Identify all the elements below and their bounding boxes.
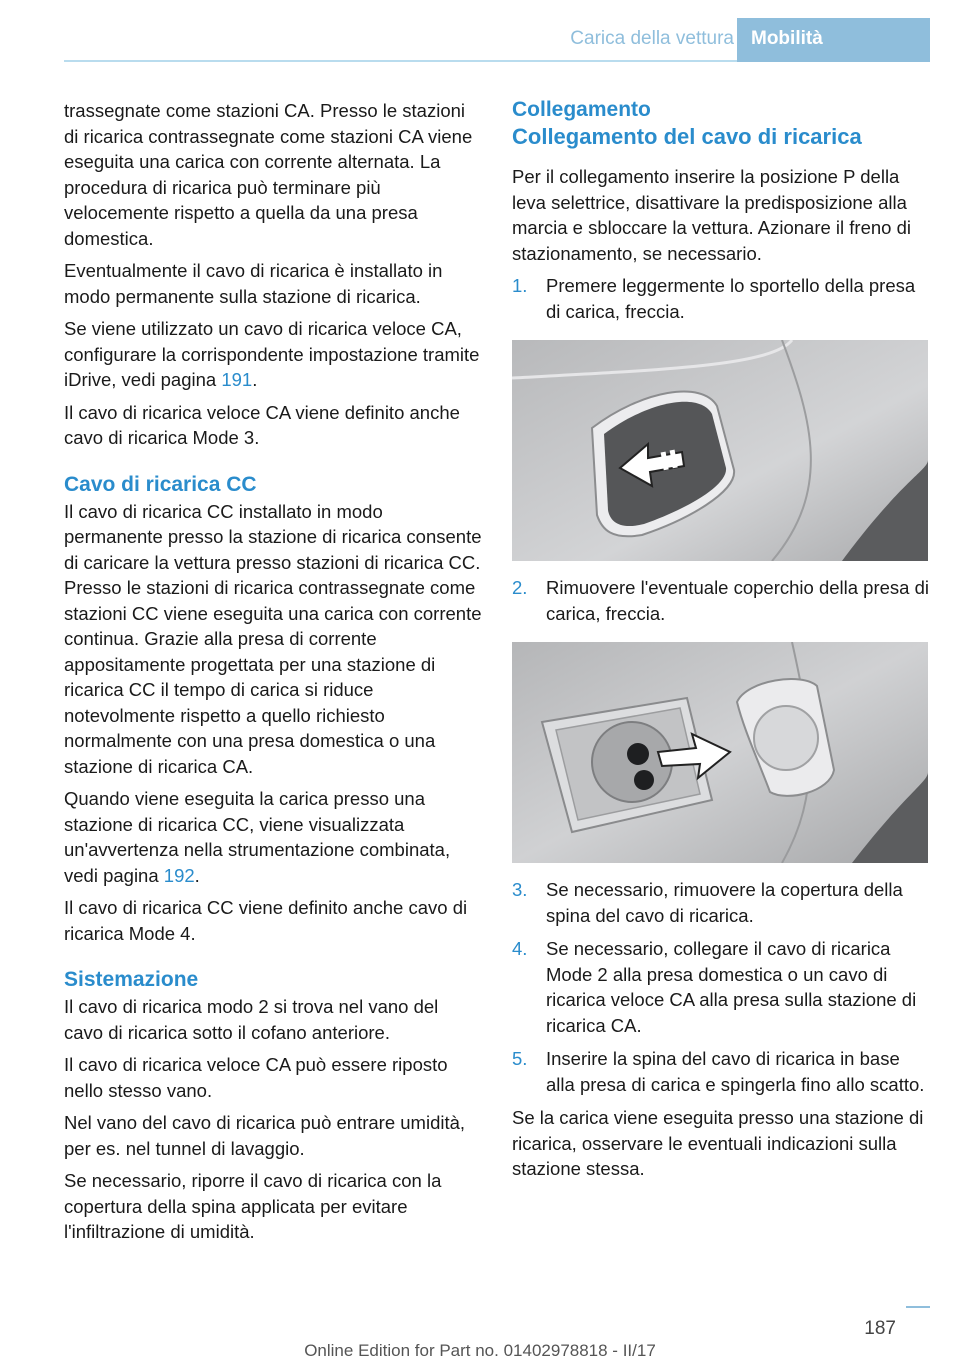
paragraph: Se necessario, riporre il cavo di ricarica con la copertura della spina applicata per evitare l'infiltrazione di umidità. [64, 1170, 442, 1242]
paragraph: Nel vano del cavo di ricarica può entrare umidità, per es. nel tunnel di lavaggio. [64, 1112, 466, 1159]
paragraph: Il cavo di ricarica CC installato in modo permanente presso la stazione di ricarica consente di caricare la vettura presso stazioni di ricarica CC. Presso le stazioni di ricarica contrassegnate come stazioni CC viene eseguita una carica con corrente continua. Grazie alla presa di corrente appositamente progettata per una stazione di ricarica CC il tempo di carica si riduce notevolmente rispetto a quello richiesto normalmente con una presa domestica o una stazione di ricarica CA. [64, 500, 482, 777]
paragraph: Se la carica viene eseguita presso una stazione di ricarica, osservare le eventuali indicazioni sulla stazione stessa. [512, 1107, 924, 1179]
step-number: 2. [512, 577, 528, 598]
step-number: 3. [512, 879, 528, 900]
paragraph: Per il collegamento inserire la posizione P della leva selettrice, disattivare la predisposizione alla marcia e sbloccare la vettura. Azionare il freno di stazionamento, se necessario. [512, 166, 911, 264]
heading-cavo-cc: Cavo di ricarica CC [64, 472, 257, 496]
step-number: 4. [512, 938, 528, 959]
paragraph: Il cavo di ricarica veloce CA può essere riposto nello stesso vano. [64, 1054, 448, 1101]
page-number-rule [906, 1306, 930, 1308]
paragraph: Se viene utilizzato un cavo di ricarica veloce CA, configurare la corrispondente impostazione tramite iDrive, vedi pagina 191. [64, 318, 480, 390]
header-section-title: Carica della vettura [570, 28, 734, 49]
step-text: Rimuovere l'eventuale coperchio della presa di carica, freccia. [546, 577, 929, 624]
step-number: 5. [512, 1048, 528, 1069]
right-column [512, 98, 930, 1189]
heading-sistemazione: Sistemazione [64, 968, 199, 991]
page-link-191[interactable]: 191 [221, 369, 253, 390]
page-link-192[interactable]: 192 [163, 864, 195, 886]
left-column [64, 98, 482, 1252]
steps-list [512, 273, 930, 1097]
heading-collegamento-cavo: Collegamento del cavo di ricarica [512, 124, 862, 149]
step-text: Premere leggermente lo sportello della presa di carica, freccia. [546, 275, 916, 322]
paragraph: Il cavo di ricarica CC viene definito anche cavo di ricarica Mode 4. [64, 897, 468, 944]
paragraph: Il cavo di ricarica veloce CA viene definito anche cavo di ricarica Mode 3. [64, 401, 460, 448]
step-text: Inserire la spina del cavo di ricarica in base alla presa di carica e spingerla fino allo scatto. [546, 1048, 925, 1095]
page-number: 187 [864, 1318, 896, 1339]
list-item [512, 575, 930, 863]
list-item [512, 273, 930, 561]
paragraph: Quando viene eseguita la carica presso una stazione di ricarica CC, viene visualizzata un'avvertenza nella strumentazione combinata, vedi pagina 192. [64, 788, 451, 886]
charging-flap-illustration [512, 340, 928, 561]
step-number: 1. [512, 275, 528, 296]
paragraph: trassegnate come stazioni CA. Presso le stazioni di ricarica contrassegnate come stazioni CA viene eseguita una carica con corrente alternata. La procedura di ricarica può terminare più velocemente rispetto a quella da una presa domestica. [64, 100, 473, 249]
heading-collegamento: Collegamento [512, 98, 651, 121]
paragraph: Eventualmente il cavo di ricarica è installato in modo permanente sulla stazione di ricarica. [64, 260, 443, 307]
step-text: Se necessario, rimuovere la copertura della spina del cavo di ricarica. [546, 879, 903, 926]
footer-edition: Online Edition for Part no. 01402978818 - II/17 [304, 1341, 656, 1360]
paragraph: Il cavo di ricarica modo 2 si trova nel vano del cavo di ricarica sotto il cofano anteriore. [64, 996, 439, 1043]
list-item [512, 877, 930, 928]
list-item [512, 936, 930, 1038]
step-text: Se necessario, collegare il cavo di ricarica Mode 2 alla presa domestica o un cavo di ricarica veloce CA alla presa sulla stazione di ricarica CA. [546, 938, 917, 1036]
header-chapter-tab: Mobilità [737, 18, 930, 62]
list-item [512, 1046, 930, 1097]
charging-socket-cover-illustration [512, 642, 928, 863]
